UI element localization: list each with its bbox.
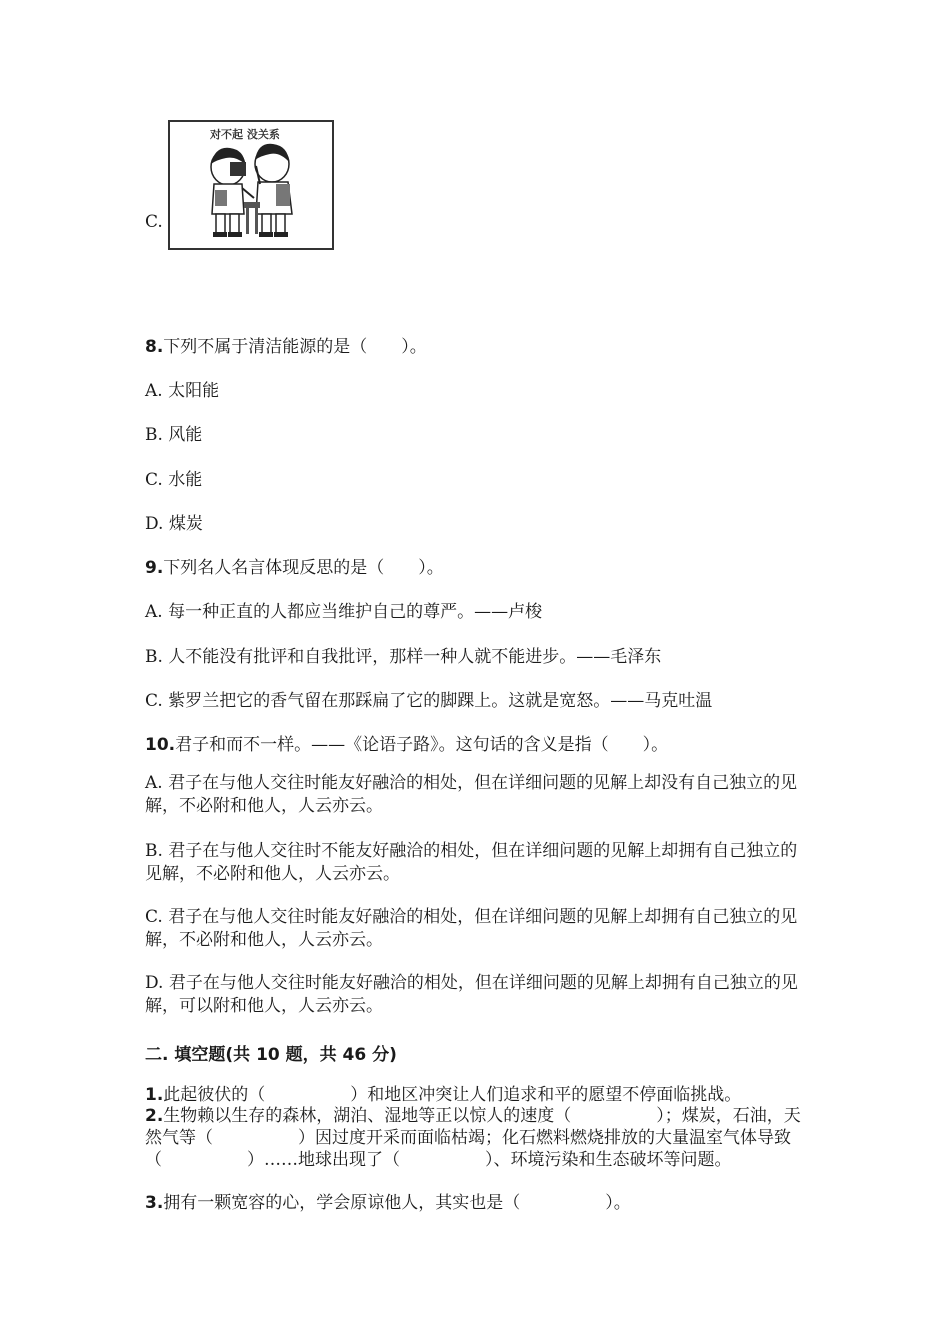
q10-stem xyxy=(145,730,668,755)
fill-question-3 xyxy=(145,1192,810,1214)
q9-stem-text: 下列名人名言体现反思的是（ ）。 xyxy=(163,558,444,578)
q7-option-c-illustration xyxy=(168,120,334,250)
q7-option-c-label: C. xyxy=(145,212,163,232)
fill-2-text: 生物赖以生存的森林，湖泊、湿地等正以惊人的速度（ ）；煤炭，石油，天然气等（ ）因过度开采而面临枯竭；化石燃料燃烧排放的大量温室气体导致（ ）……地球出现了（ ）、环境污染和生态破坏等问题。 xyxy=(145,1106,801,1170)
q9-option-a: A. 每一种正直的人都应当维护自己的尊严。——卢梭 xyxy=(145,602,543,622)
fill-2-number: 2. xyxy=(145,1106,164,1126)
illustration-caption: 对不起 没关系 xyxy=(210,128,280,141)
q8-option-b: B. 风能 xyxy=(145,425,203,445)
q10-option-c: C. 君子在与他人交往时能友好融洽的相处，但在详细问题的见解上却拥有自己独立的见解，不必附和他人，人云亦云。 xyxy=(145,907,798,950)
q10-option-d: D. 君子在与他人交往时能友好融洽的相处，但在详细问题的见解上却拥有自己独立的见解，可以附和他人，人云亦云。 xyxy=(145,973,798,1016)
q8-stem xyxy=(145,332,427,357)
q8-option-c: C. 水能 xyxy=(145,470,203,490)
fill-1-text: 此起彼伏的（ ）和地区冲突让人们追求和平的愿望不停面临挑战。 xyxy=(163,1085,742,1105)
fill-3-text: 拥有一颗宽容的心，学会原谅他人，其实也是（ ）。 xyxy=(163,1193,631,1213)
q10-stem-text: 君子和而不一样。——《论语子路》。这句话的含义是指（ ）。 xyxy=(175,735,669,755)
q9-option-c: C. 紫罗兰把它的香气留在那踩扁了它的脚踝上。这就是宽怒。——马克吐温 xyxy=(145,691,713,711)
q8-stem-text: 下列不属于清洁能源的是（ ）。 xyxy=(163,337,427,357)
q8-number: 8. xyxy=(145,337,164,357)
fill-1-number: 1. xyxy=(145,1085,164,1105)
q9-stem xyxy=(145,553,444,578)
q9-number: 9. xyxy=(145,558,164,578)
fill-question-1 xyxy=(145,1084,810,1106)
q8-option-d: D. 煤炭 xyxy=(145,514,203,534)
fill-question-2 xyxy=(145,1105,810,1171)
q9-option-b: B. 人不能没有批评和自我批评，那样一种人就不能进步。——毛泽东 xyxy=(145,647,662,667)
q10-option-a: A. 君子在与他人交往时能友好融洽的相处，但在详细问题的见解上却没有自己独立的见解，不必附和他人，人云亦云。 xyxy=(145,773,798,816)
fill-3-number: 3. xyxy=(145,1193,164,1213)
q10-option-b: B. 君子在与他人交往时不能友好融洽的相处，但在详细问题的见解上却拥有自己独立的见解，不必附和他人，人云亦云。 xyxy=(145,841,798,884)
q8-option-a: A. 太阳能 xyxy=(145,381,220,401)
q10-number: 10. xyxy=(145,735,176,755)
boys-apologizing-icon xyxy=(170,122,328,244)
section-2-title: 二. 填空题(共 10 题，共 46 分) xyxy=(145,1045,397,1065)
